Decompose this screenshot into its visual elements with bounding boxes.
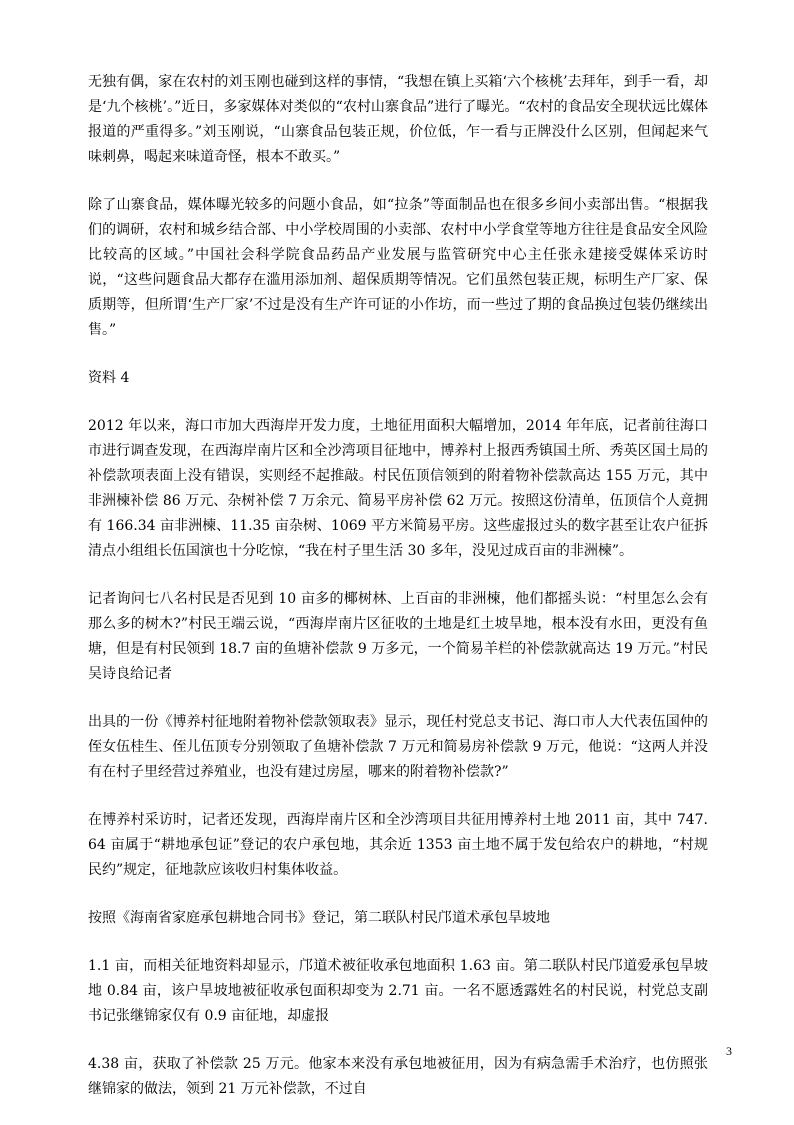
paragraph-3: 2012 年以来，海口市加大西海岸开发力度，土地征用面积大幅增加，2014 年年底，记者前往海口市进行调查发现，在西海岸南片区和全沙湾项目征地中，博养村上报西秀镇国土所、秀英区国土局的补偿款项表面上没有错误，实则经不起推敲。村民伍顶信领到的附着物补偿款高达 155 万元，其中非洲楝补偿 86 万元、杂树补偿 7 万余元、简易平房补偿 62 万元。按照这份清单，伍顶信个人竟拥有 166.34 亩非洲楝、11.35 亩杂树、1069 平方米简易平房。这些虚报过头的数字甚至让农户征拆清点小组组长伍国演也十分吃惊，“我在村子里生活 30 多年，没见过成百亩的非洲楝”。 (88, 418, 708, 559)
section-heading-material-4: 资料 4 (88, 370, 130, 386)
page-number: 3 (726, 1044, 732, 1058)
paragraph-7: 按照《海南省家庭承包耕地合同书》登记，第二联队村民邝道术承包旱坡地 (88, 910, 550, 926)
paragraph-8: 1.1 亩，而相关征地资料却显示，邝道术被征收承包地面积 1.63 亩。第二联队村民邝道爱承包旱坡地 0.84 亩，该户旱坡地被征收承包面积却变为 2.71 亩。一名不愿透露姓名的村民说，村党总支副书记张继锦家仅有 0.9 亩征地，却虚报 (88, 958, 708, 1024)
paragraph-2: 除了山寨食品，媒体曝光较多的问题小食品，如“拉条”等面制品也在很多乡间小卖部出售。“根据我们的调研，农村和城乡结合部、中小学校周围的小卖部、农村中小学食堂等地方往往是食品安全风险比较高的区域。”中国社会科学院食品药品产业发展与监管研究中心主任张永建接受媒体采访时说，“这些问题食品大都存在滥用添加剂、超保质期等情况。它们虽然包装正规，标明生产厂家、保质期等，但所谓‘生产厂家’不过是没有生产许可证的小作坊，而一些过了期的食品换过包装仍继续出售。” (88, 197, 708, 338)
paragraph-5: 出具的一份《博养村征地附着物补偿款领取表》显示，现任村党总支书记、海口市人大代表伍国仲的侄女伍桂生、侄儿伍顶专分别领取了鱼塘补偿款 7 万元和简易房补偿款 9 万元，他说：“这两人并没有在村子里经营过养殖业，也没有建过房屋，哪来的附着物补偿款?” (88, 714, 708, 780)
paragraph-6: 在博养村采访时，记者还发现，西海岸南片区和全沙湾项目共征用博养村土地 2011 亩，其中 747.64 亩属于“耕地承包证”登记的农户承包地，其余近 1353 亩土地不属于发包给农户的耕地，“村规民约”规定，征地款应该收归村集体收益。 (88, 812, 708, 878)
document-body (88, 70, 708, 1125)
paragraph-9: 4.38 亩，获取了补偿款 25 万元。他家本来没有承包地被征用，因为有病急需手术治疗，也仿照张继锦家的做法，领到 21 万元补偿款，不过自 (88, 1056, 708, 1097)
paragraph-1: 无独有偶，家在农村的刘玉刚也碰到这样的事情，“我想在镇上买箱‘六个核桃’去拜年，到手一看，却是‘九个核桃’。”近日，多家媒体对类似的“农村山寨食品”进行了曝光。“农村的食品安全现状远比媒体报道的严重得多。”刘玉刚说，“山寨食品包装正规，价位低，乍一看与正牌没什么区别，但闻起来气味刺鼻，喝起来味道奇怪，根本不敢买。” (88, 74, 708, 165)
paragraph-4: 记者询问七八名村民是否见到 10 亩多的椰树林、上百亩的非洲楝，他们都摇头说：“村里怎么会有那么多的树木?”村民王端云说，“西海岸南片区征收的土地是红土坡旱地，根本没有水田，更没有鱼塘，但是有村民领到 18.7 亩的鱼塘补偿款 9 万多元，一个简易羊栏的补偿款就高达 19 万元。”村民吴诗良给记者 (88, 591, 708, 682)
